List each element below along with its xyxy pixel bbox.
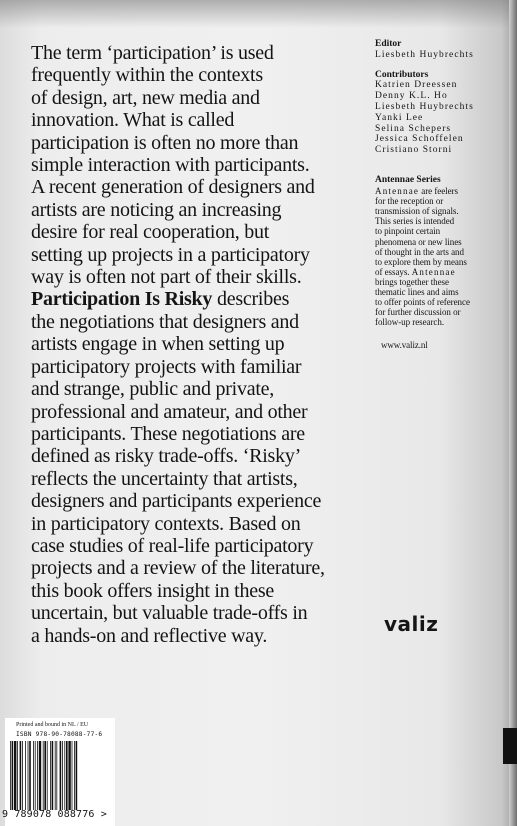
- credits-block: [375, 39, 503, 165]
- blurb-line: participation is often no more than: [31, 131, 299, 154]
- blurb-line: The term ‘participation’ is used: [31, 42, 274, 64]
- blurb-line: professional and amateur, and other: [31, 400, 308, 423]
- series-line: [375, 206, 505, 216]
- print-note: Printed and bound in NL / EU: [16, 722, 89, 728]
- series-text: for the reception or: [375, 196, 444, 207]
- antennae-series-block: [375, 175, 505, 327]
- barcode-bar: [29, 741, 31, 810]
- series-line: [375, 247, 505, 257]
- barcode-bar: [50, 741, 51, 810]
- editor-group: [375, 39, 503, 61]
- contributor-name: Yanki Lee: [375, 112, 424, 123]
- editor-name: Liesbeth Huybrechts: [375, 49, 474, 60]
- blurb-line: uncertain, but valuable trade-offs in: [31, 602, 308, 625]
- series-line: [375, 307, 505, 317]
- barcode-icon: [10, 741, 110, 810]
- contributor-name: Cristiano Storni: [375, 145, 453, 156]
- blurb-line: the negotiations that designers and: [31, 310, 299, 333]
- barcode-bar: [10, 741, 11, 810]
- valiz-logo: valiz: [384, 612, 439, 636]
- contributor-name: Denny K.L. Ho: [375, 91, 448, 102]
- contributor-name: Selina Schepers: [375, 123, 452, 134]
- blurb-line: participants. These negotiations are: [31, 422, 305, 445]
- series-line: [375, 267, 505, 277]
- blurb-line: participatory projects with familiar: [31, 355, 302, 378]
- barcode-bar: [35, 741, 36, 810]
- series-heading: Antennae Series: [375, 175, 441, 185]
- barcode-bar: [25, 741, 26, 810]
- series-line: [375, 226, 505, 236]
- series-text: phenomena or new lines: [375, 236, 462, 247]
- blurb-line: A recent generation of designers and: [31, 176, 315, 199]
- barcode-bar: [20, 741, 22, 810]
- contributor-name: Katrien Dreessen: [375, 80, 458, 91]
- barcode-bar: [52, 741, 54, 810]
- series-text: of essays.: [375, 266, 412, 277]
- series-line: [375, 287, 505, 297]
- blurb-line: artists engage in when setting up: [31, 333, 285, 356]
- blurb-text: [31, 42, 376, 647]
- series-text: to offer points of reference: [375, 297, 470, 308]
- editor-heading: Editor: [375, 39, 402, 49]
- blurb-line: projects and a review of the literature,: [31, 557, 325, 580]
- publisher-website: www.valiz.nl: [381, 340, 428, 350]
- contributors-heading: Contributors: [375, 69, 429, 80]
- series-text: brings together these: [375, 276, 449, 287]
- series-text: to explore them by means: [375, 256, 467, 267]
- series-text: transmission of signals.: [375, 206, 459, 217]
- series-text: of thought in the arts and: [375, 246, 464, 257]
- barcode-bar: [72, 741, 73, 810]
- barcode-bar: [39, 741, 41, 810]
- cover-edge: [509, 0, 517, 826]
- blurb-text-fragment: describes: [212, 288, 290, 311]
- series-line: [375, 196, 505, 206]
- barcode-bar: [64, 741, 65, 810]
- blurb-line: reflects the uncertainty that artists,: [31, 467, 298, 490]
- series-line: [375, 297, 505, 307]
- blurb-line: of design, art, new media and: [31, 86, 260, 109]
- contributor-name: Liesbeth Huybrechts: [375, 101, 474, 112]
- barcode-bar: [28, 741, 29, 810]
- barcode-bar: [17, 741, 18, 810]
- barcode-bar: [74, 741, 75, 810]
- barcode-bar: [43, 741, 44, 810]
- series-text: follow-up research.: [375, 317, 445, 328]
- series-line: [375, 186, 505, 196]
- series-line: [375, 277, 505, 287]
- blurb-line: desire for real cooperation, but: [31, 221, 270, 244]
- blurb-line: setting up projects in a participatory: [31, 243, 310, 266]
- series-name-word: Antennae: [375, 186, 420, 197]
- series-text: to pinpoint certain: [375, 226, 441, 237]
- series-text: are feelers: [419, 186, 458, 197]
- barcode-bar: [47, 741, 48, 810]
- blurb-line: designers and participants experience: [31, 490, 322, 513]
- barcode-bar: [60, 741, 62, 810]
- series-line: [375, 317, 505, 327]
- barcode-bar: [55, 741, 56, 810]
- top-shadow: [0, 0, 517, 28]
- blurb-line: and strange, public and private,: [31, 378, 275, 401]
- series-text: thematic lines and aims: [375, 287, 459, 298]
- blurb-line: artists are noticing an increasing: [31, 198, 282, 221]
- barcode-bar: [56, 741, 57, 810]
- barcode-bar: [22, 741, 23, 810]
- barcode-bar: [44, 741, 46, 810]
- blurb-line: defined as risky trade-offs. ‘Risky’: [31, 445, 302, 468]
- barcode-bar: [12, 741, 14, 810]
- contributor-name: Jessica Schoffelen: [375, 134, 464, 145]
- edge-tab: [503, 728, 517, 764]
- blurb-line: in participatory contexts. Based on: [31, 512, 301, 535]
- series-text: for further discussion or: [375, 307, 461, 318]
- barcode-bar: [68, 741, 70, 810]
- series-line: [375, 216, 505, 226]
- blurb-line: frequently within the contexts: [31, 64, 263, 87]
- barcode-bar: [14, 741, 16, 810]
- blurb-line: this book offers insight in these: [31, 579, 275, 602]
- barcode-digits: 9 789078 088776 >: [2, 809, 107, 820]
- blurb-line: a hands-on and reflective way.: [31, 624, 268, 647]
- book-title: Participation Is Risky: [31, 288, 213, 311]
- blurb-line: [31, 288, 376, 310]
- barcode-bar: [62, 741, 63, 810]
- series-name-word: Antennae: [411, 266, 456, 277]
- barcode-bar: [37, 741, 38, 810]
- barcode-bar: [76, 741, 78, 810]
- series-text: This series is intended: [375, 216, 455, 227]
- series-line: [375, 257, 505, 267]
- blurb-line: way is often not part of their skills.: [31, 266, 302, 289]
- barcode-bar: [66, 741, 68, 810]
- contributors-group: [375, 70, 503, 156]
- blurb-line: innovation. What is called: [31, 109, 235, 132]
- series-line: [375, 237, 505, 247]
- barcode-bar: [33, 741, 34, 810]
- isbn-text: ISBN 978-90-78088-77-6: [16, 731, 103, 738]
- blurb-line: simple interaction with participants.: [31, 154, 310, 177]
- blurb-line: case studies of real-life participatory: [31, 534, 314, 557]
